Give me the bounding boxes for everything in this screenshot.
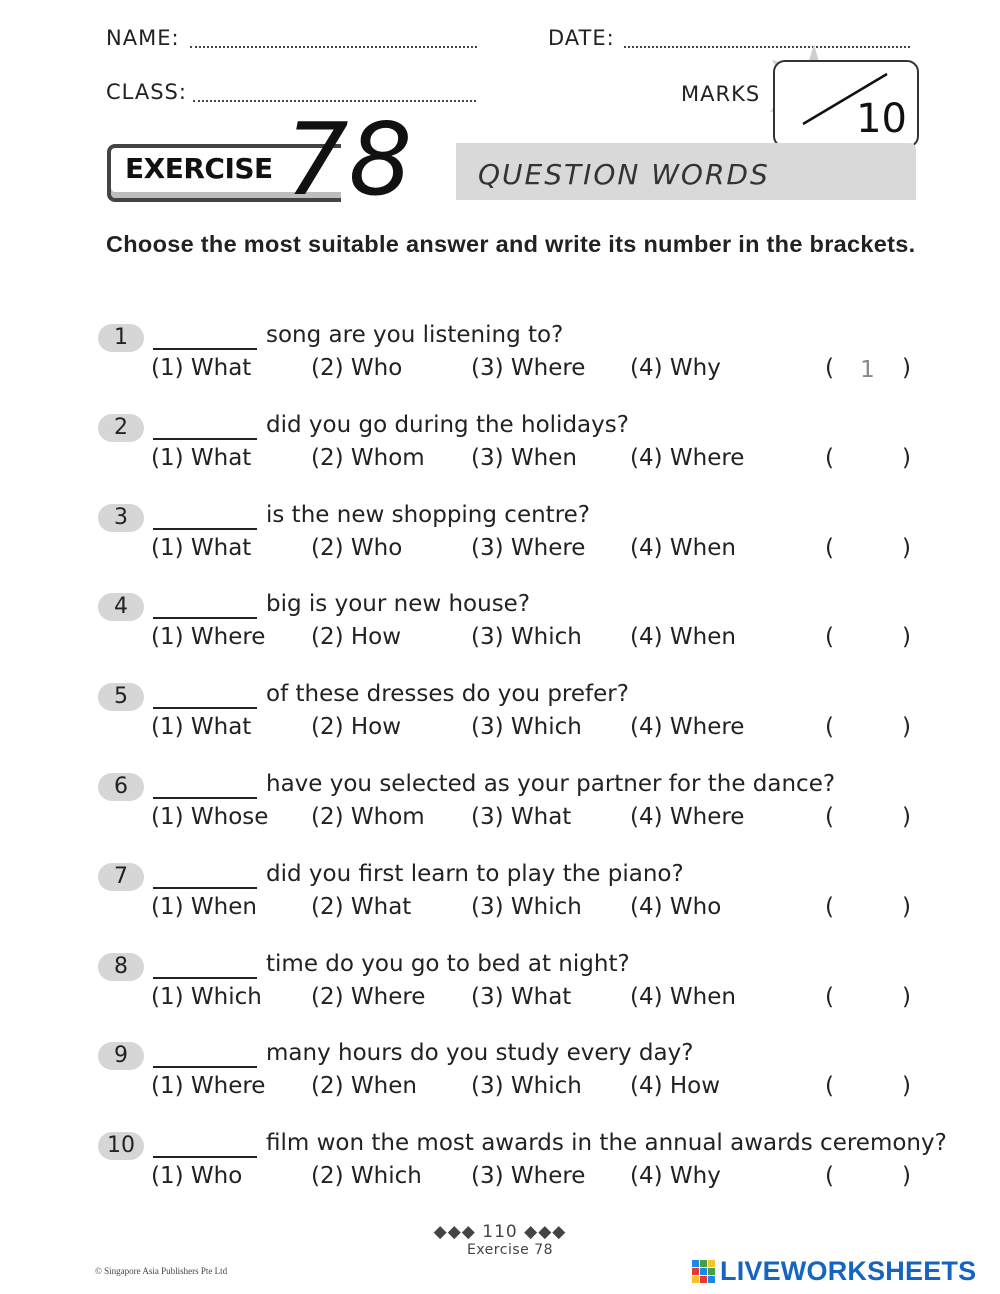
- option-3: (3) Where: [471, 1163, 586, 1189]
- answer-bracket-open: (: [825, 624, 834, 650]
- marks-box: [773, 60, 919, 148]
- option-3: (3) What: [471, 804, 572, 830]
- answer-bracket-close: ): [902, 1163, 911, 1189]
- copyright: © Singapore Asia Publishers Pte Ltd: [95, 1266, 228, 1276]
- answer-input[interactable]: [835, 445, 900, 475]
- option-1: (1) Who: [151, 1163, 243, 1189]
- option-1: (1) Where: [151, 1073, 266, 1099]
- question-number: 4: [98, 593, 144, 621]
- answer-bracket-open: (: [825, 894, 834, 920]
- question-number: 7: [98, 863, 144, 891]
- question-row: [0, 681, 1000, 761]
- answer-bracket-open: (: [825, 984, 834, 1010]
- option-1: (1) Where: [151, 624, 266, 650]
- diamond-ornament-icon: ◆◆◆: [433, 1222, 476, 1242]
- question-number: 3: [98, 504, 144, 532]
- option-2: (2) Which: [311, 1163, 422, 1189]
- question-text: song are you listening to?: [266, 322, 564, 348]
- option-4: (4) Why: [630, 355, 721, 381]
- answer-input[interactable]: [835, 355, 900, 385]
- option-3: (3) What: [471, 984, 572, 1010]
- option-4: (4) Where: [630, 445, 745, 471]
- question-text: time do you go to bed at night?: [266, 951, 630, 977]
- page-number-value: 110: [482, 1222, 518, 1242]
- answer-bracket-close: ): [902, 445, 911, 471]
- question-number: 2: [98, 414, 144, 442]
- answer-bracket-close: ): [902, 714, 911, 740]
- question-row: [0, 1130, 1000, 1210]
- option-3: (3) Which: [471, 1073, 582, 1099]
- question-row: [0, 322, 1000, 402]
- question-number: 1: [98, 324, 144, 352]
- question-row: [0, 502, 1000, 582]
- question-row: [0, 591, 1000, 671]
- question-blank: [153, 1156, 257, 1158]
- answer-bracket-close: ): [902, 804, 911, 830]
- question-row: [0, 951, 1000, 1031]
- question-blank: [153, 438, 257, 440]
- question-blank: [153, 887, 257, 889]
- name-label: NAME:: [106, 26, 180, 50]
- question-number: 6: [98, 773, 144, 801]
- answer-input[interactable]: [835, 804, 900, 834]
- question-text: have you selected as your partner for the dance?: [266, 771, 836, 797]
- question-text: film won the most awards in the annual awards ceremony?: [266, 1130, 947, 1156]
- question-blank: [153, 348, 257, 350]
- name-field[interactable]: [190, 46, 477, 48]
- answer-bracket-open: (: [825, 445, 834, 471]
- option-4: (4) Why: [630, 1163, 721, 1189]
- question-text: is the new shopping centre?: [266, 502, 590, 528]
- exercise-label: EXERCISE: [125, 152, 273, 185]
- answer-bracket-open: (: [825, 804, 834, 830]
- question-row: [0, 1040, 1000, 1120]
- marks-label: MARKS: [681, 82, 761, 106]
- option-1: (1) What: [151, 535, 252, 561]
- diamond-ornament-icon: ◆◆◆: [524, 1222, 567, 1242]
- option-4: (4) When: [630, 535, 736, 561]
- question-text: of these dresses do you prefer?: [266, 681, 629, 707]
- answer-input[interactable]: [835, 1163, 900, 1193]
- question-number: 10: [98, 1132, 144, 1160]
- option-1: (1) What: [151, 355, 252, 381]
- question-blank: [153, 797, 257, 799]
- answer-input[interactable]: [835, 894, 900, 924]
- answer-bracket-open: (: [825, 1073, 834, 1099]
- answer-input[interactable]: [835, 984, 900, 1014]
- question-blank: [153, 528, 257, 530]
- option-3: (3) Which: [471, 714, 582, 740]
- question-number: 5: [98, 683, 144, 711]
- option-4: (4) Where: [630, 714, 745, 740]
- option-2: (2) Whom: [311, 445, 425, 471]
- option-2: (2) What: [311, 894, 412, 920]
- exercise-number: 78: [285, 101, 413, 218]
- option-4: (4) When: [630, 624, 736, 650]
- option-2: (2) When: [311, 1073, 417, 1099]
- answer-bracket-close: ): [902, 1073, 911, 1099]
- marks-total: 10: [856, 96, 907, 142]
- option-3: (3) Where: [471, 535, 586, 561]
- answer-bracket-close: ): [902, 535, 911, 561]
- answer-bracket-close: ): [902, 894, 911, 920]
- option-2: (2) How: [311, 624, 402, 650]
- option-3: (3) When: [471, 445, 577, 471]
- answer-bracket-close: ): [902, 355, 911, 381]
- option-2: (2) Whom: [311, 804, 425, 830]
- answer-input[interactable]: [835, 1073, 900, 1103]
- liveworksheets-logo: [692, 1256, 976, 1287]
- answer-bracket-open: (: [825, 355, 834, 381]
- option-4: (4) Who: [630, 894, 722, 920]
- option-2: (2) Who: [311, 355, 403, 381]
- question-row: [0, 771, 1000, 851]
- liveworksheets-grid-icon: [692, 1260, 716, 1284]
- topic-title: QUESTION WORDS: [478, 158, 770, 191]
- option-4: (4) How: [630, 1073, 721, 1099]
- option-4: (4) Where: [630, 804, 745, 830]
- question-number: 9: [98, 1042, 144, 1070]
- option-1: (1) Whose: [151, 804, 269, 830]
- answer-input[interactable]: [835, 714, 900, 744]
- answer-bracket-open: (: [825, 714, 834, 740]
- answer-bracket-open: (: [825, 535, 834, 561]
- question-row: [0, 412, 1000, 492]
- question-text: big is your new house?: [266, 591, 531, 617]
- option-1: (1) What: [151, 445, 252, 471]
- question-text: did you go during the holidays?: [266, 412, 629, 438]
- option-4: (4) When: [630, 984, 736, 1010]
- answer-bracket-close: ): [902, 984, 911, 1010]
- liveworksheets-brand: LIVEWORKSHEETS: [720, 1256, 977, 1286]
- question-text: did you first learn to play the piano?: [266, 861, 684, 887]
- option-2: (2) Where: [311, 984, 426, 1010]
- option-3: (3) Which: [471, 894, 582, 920]
- answer-bracket-open: (: [825, 1163, 834, 1189]
- option-3: (3) Where: [471, 355, 586, 381]
- option-2: (2) How: [311, 714, 402, 740]
- answer-input[interactable]: [835, 624, 900, 654]
- question-row: [0, 861, 1000, 941]
- question-number: 8: [98, 953, 144, 981]
- class-label: CLASS:: [106, 80, 187, 104]
- option-2: (2) Who: [311, 535, 403, 561]
- page-number: [0, 1222, 1000, 1242]
- option-1: (1) When: [151, 894, 257, 920]
- instructions: Choose the most suitable answer and write its number in the brackets.: [106, 231, 916, 257]
- answer-input[interactable]: [835, 535, 900, 565]
- question-blank: [153, 617, 257, 619]
- question-blank: [153, 1066, 257, 1068]
- question-blank: [153, 977, 257, 979]
- date-label: DATE:: [548, 26, 615, 50]
- answer-bracket-close: ): [902, 624, 911, 650]
- option-1: (1) What: [151, 714, 252, 740]
- question-blank: [153, 707, 257, 709]
- exercise-ref: Exercise 78: [466, 1242, 554, 1258]
- option-1: (1) Which: [151, 984, 262, 1010]
- option-3: (3) Which: [471, 624, 582, 650]
- question-text: many hours do you study every day?: [266, 1040, 694, 1066]
